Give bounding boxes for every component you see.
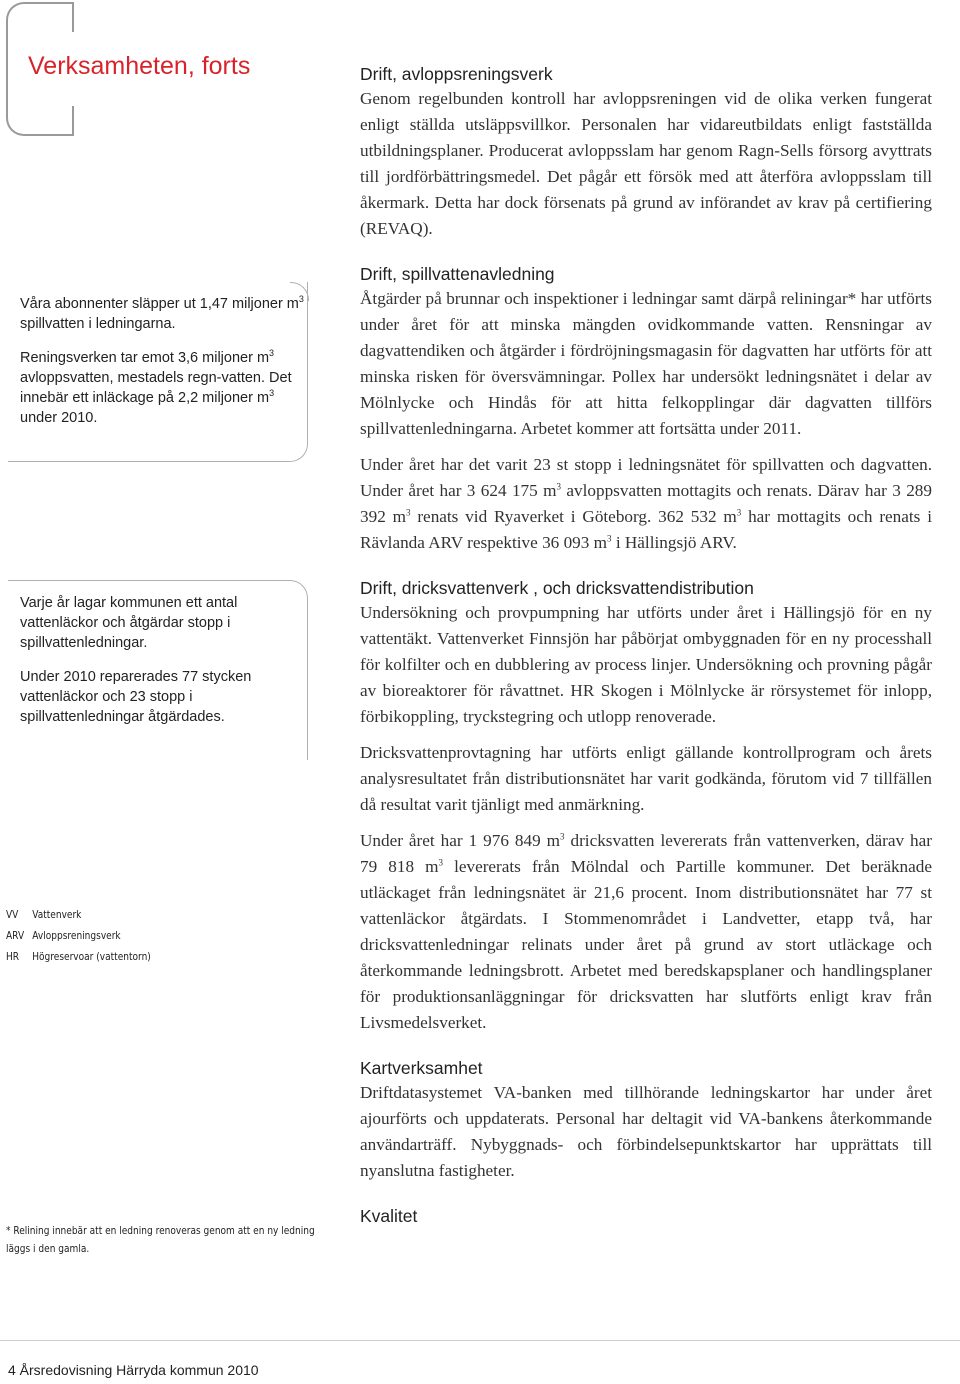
sidebar-fact-box-2: [8, 580, 308, 760]
fact-reparationer: Under 2010 reparerades 77 stycken vattenläckor och 23 stopp i spillvattenledningar åtgärdades.: [20, 669, 252, 725]
page-footer: 4 Årsredovisning Härryda kommun 2010: [8, 1362, 259, 1378]
abbreviation-list: [6, 904, 151, 967]
section-heading: Kvalitet: [360, 1206, 418, 1226]
paragraph: Genom regelbunden kontroll har avloppsreningen vid de olika verken fungerat enligt ställda utsläppsvillkor. Personalen har vidareutbildats enligt fastställda utbildningsplaner. Producerat avloppsslam har genom Ragn-Sells försorg avyttrats till jordförbättringsmedel. Det pågår ett försök med att återföra avloppsslam till åkermark. Detta har dock försenats på grund av införandet av krav på certifiering (REVAQ).: [360, 89, 932, 238]
section-heading: Drift, dricksvattenverk , och dricksvattendistribution: [360, 578, 754, 598]
paragraph: Undersökning och provpumpning har utförts under året i Hällingsjö för en ny vattentäkt. Vattenverket Finnsjön har påbörjat ombyggnaden för en ny processhall för kolfilter och en dubblering av process linjer. Undersökning och provning pågår av bioreaktorer för råvattnet. HR Skogen i Mölnlycke är rörsystemet för inlopp, förbikoppling, tryckstegring och utlopp renoverade.: [360, 603, 932, 726]
paragraph: Driftdatasystemet VA-banken med tillhörande ledningskartor har under året ajourförts och uppdaterats. Personal har deltagit vid VA-bankens återkommande användarträff. Nybyggnads- och förbindelsepunktskartor har upprättats till nyanslutna fastigheter.: [360, 1083, 932, 1180]
fact-vattenlackor: Varje år lagar kommunen ett antal vattenläckor och åtgärdar stopp i spillvattenledningar.: [20, 595, 238, 651]
abbreviation-key: ARV: [6, 929, 25, 942]
page-title: Verksamheten, forts: [28, 52, 251, 80]
section-kartverksamhet: [360, 1056, 932, 1184]
abbreviation-row: [6, 946, 151, 967]
paragraph: Åtgärder på brunnar och inspektioner i ledningar samt därpå reliningar* har utförts under året för att minska mängden ovidkommande vatten. Rensningar av dagvattendiken och åtgärder i fördröjningsmagasin för dagvatten har utförts för att minska risken för översvämningar. Pollex har undersökt ledningsnätet i delar av Mölnlycke och Hindås för att hitta felkopplingar där dagvatten tillförs spillvattenledningarna. Arbetet kommer att fortsätta under 2011.: [360, 289, 932, 438]
abbreviation-key: VV: [6, 908, 19, 921]
fact-spillvatten: Våra abonnenter släpper ut 1,47 miljoner $m^3$ spillvatten i ledningarna.: [20, 294, 304, 332]
abbreviation-row: [6, 925, 151, 946]
abbreviation-value: Avloppsreningsverk: [32, 929, 121, 942]
section-heading: Drift, spillvattenavledning: [360, 264, 555, 284]
section-heading: Drift, avloppsreningsverk: [360, 64, 553, 84]
sidebar-fact-box-1: [8, 282, 308, 462]
paragraph: Under året har det varit 23 st stopp i ledningsnätet för spillvatten och dagvatten. Under året har 3 624 175 $m^3$ avloppsvatten mottagits och renats. Därav har 3 289 392 $m^3$ renats vid Ryaverket i Göteborg. 362 532 $m^3$ har mottagits och renats i Rävlanda ARV respektive 36 093 $m^3$ i Hällingsjö ARV.: [360, 455, 932, 552]
box-corner: [290, 282, 309, 301]
footer-divider: [0, 1340, 960, 1341]
section-dricksvatten: [360, 576, 932, 1036]
abbreviation-key: HR: [6, 950, 20, 963]
fact-inlackage: Reningsverken tar emot 3,6 miljoner $m^3$ avloppsvatten, mestadels regn-vatten. Det innebär ett inläckage på 2,2 miljoner $m^3$ under 2010.: [20, 348, 292, 426]
paragraph: Under året har 1 976 849 $m^3$ dricksvatten levererats från vattenverken, därav har 79 818 $m^3$ levererats från Mölndal och Partille kommuner. Det beräknade utläckaget från ledningsnätet är 21,6 procent. Inom distributionsnätet har 77 st vattenläckor åtgärdats. I Stommenområdet i Landvetter, etapp två, har dricksvattenledningar relinats under året på grund av stort utläckage och återkommande ledningsbrott. Arbetet med beredskapsplaner och handlingsplaner för produktionsanläggningar för dricksvatten har slutförts enligt krav från Livsmedelsverket.: [360, 831, 933, 1032]
paragraph: Dricksvattenprovtagning har utförts enligt gällande kontrollprogram och årets analysresultatet från distributionsnätet har varit godkända, förutom vid 7 tillfällen då resultat varit tjänligt med anmärkning.: [360, 743, 932, 814]
section-kvalitet: [360, 1204, 932, 1228]
section-heading: Kartverksamhet: [360, 1058, 483, 1078]
section-spillvattenavledning: [360, 262, 932, 556]
abbreviation-value: Vattenverk: [32, 908, 82, 921]
footnote-relining: * Relining innebär att en ledning renoveras genom att en ny ledning läggs i den gamla.: [6, 1224, 315, 1255]
main-column: [360, 62, 932, 1242]
section-avloppsreningsverk: [360, 62, 932, 242]
abbreviation-row: [6, 904, 151, 925]
abbreviation-value: Högreservoar (vattentorn): [32, 950, 151, 963]
